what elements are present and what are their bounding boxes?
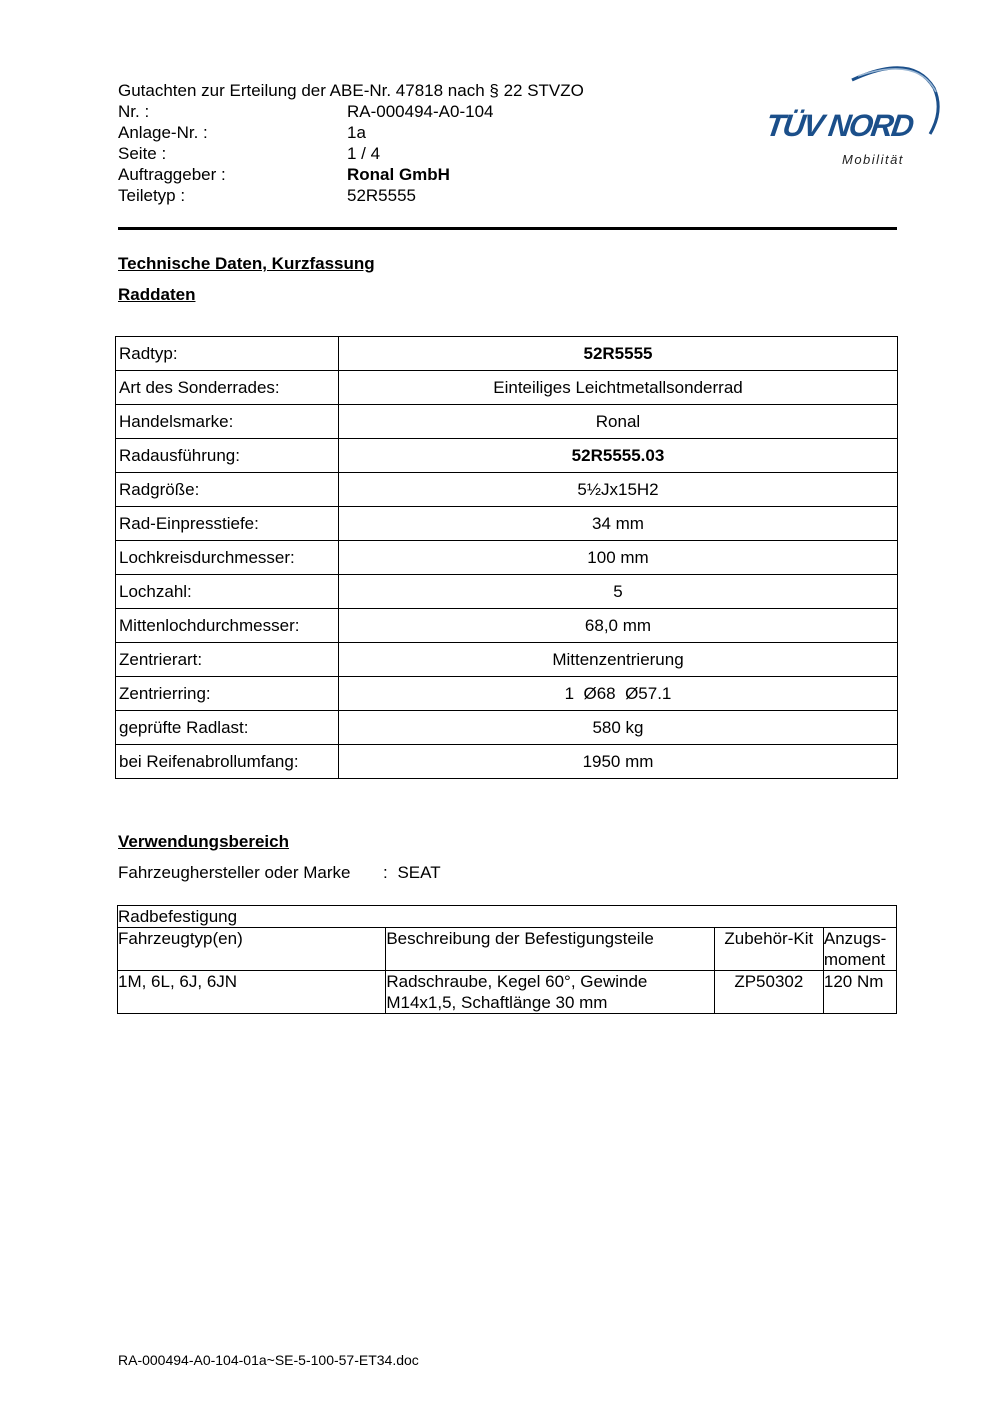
manufacturer-value: SEAT — [397, 863, 441, 882]
centering-ring-label: Zentrierring: — [116, 677, 339, 711]
number-value: RA-000494-A0-104 — [347, 102, 494, 121]
rolling-circumference-label: bei Reifenabrollumfang: — [116, 745, 339, 779]
attachment-label: Anlage-Nr. : — [118, 123, 208, 142]
wheel-type-value: 52R5555 — [339, 337, 898, 371]
table-row — [116, 473, 898, 507]
brand-value: Ronal — [339, 405, 898, 439]
table-row — [116, 575, 898, 609]
tech-data-heading: Technische Daten, Kurzfassung — [118, 254, 375, 273]
table-row — [116, 677, 898, 711]
logo-text: TÜV NORD — [763, 108, 915, 143]
table-row — [116, 439, 898, 473]
table-row — [116, 405, 898, 439]
kit-header: Zubehör-Kit — [714, 928, 823, 971]
attachment-value: 1a — [347, 123, 366, 142]
hole-count-value: 5 — [339, 575, 898, 609]
wheel-size-value: 5½Jx15H2 — [339, 473, 898, 507]
torque-cell: 120 Nm — [823, 971, 896, 1014]
description-header: Beschreibung der Befestigungsteile — [386, 928, 714, 971]
wheel-size-label: Radgröße: — [116, 473, 339, 507]
document-title: Gutachten zur Erteilung der ABE-Nr. 47818 nach § 22 STVZO — [118, 81, 584, 100]
table-row — [116, 643, 898, 677]
table-row — [118, 971, 897, 1014]
wheel-kind-value: Einteiliges Leichtmetallsonderrad — [339, 371, 898, 405]
header-divider — [118, 227, 897, 230]
wheel-type-label: Radtyp: — [116, 337, 339, 371]
rolling-circumference-value: 1950 mm — [339, 745, 898, 779]
number-label: Nr. : — [118, 102, 150, 121]
torque-header-line2: moment — [823, 950, 886, 969]
vehicle-types-header: Fahrzeugtyp(en) — [118, 928, 386, 971]
manufacturer-label: Fahrzeughersteller oder Marke — [118, 863, 351, 882]
pcd-label: Lochkreisdurchmesser: — [116, 541, 339, 575]
wheel-version-value: 52R5555.03 — [339, 439, 898, 473]
centering-ring-value: 1 Ø68 Ø57.1 — [339, 677, 898, 711]
table-row — [116, 745, 898, 779]
description-line1: Radschraube, Kegel 60°, Gewinde — [386, 972, 648, 991]
table-header-row — [118, 928, 897, 971]
table-row — [116, 371, 898, 405]
hole-count-label: Lochzahl: — [116, 575, 339, 609]
part-type-value: 52R5555 — [347, 186, 417, 205]
manufacturer-line — [118, 862, 441, 883]
wheel-version-label: Radausführung: — [116, 439, 339, 473]
centering-type-label: Zentrierart: — [116, 643, 339, 677]
manufacturer-entry — [383, 862, 441, 883]
client-label: Auftraggeber : — [118, 165, 226, 184]
center-bore-label: Mittenlochdurchmesser: — [116, 609, 339, 643]
kit-cell: ZP50302 — [714, 971, 823, 1014]
load-value: 580 kg — [339, 711, 898, 745]
vehicle-types-cell: 1M, 6L, 6J, 6JN — [118, 971, 386, 1014]
wheel-kind-label: Art des Sonderrades: — [116, 371, 339, 405]
fastening-title: Radbefestigung — [118, 906, 897, 928]
part-type-label: Teiletyp : — [118, 186, 186, 205]
description-line2: M14x1,5, Schaftlänge 30 mm — [386, 993, 608, 1012]
wheel-data-table — [115, 336, 898, 779]
page-label: Seite : — [118, 144, 167, 163]
manufacturer-separator: : — [383, 863, 388, 882]
offset-label: Rad-Einpresstiefe: — [116, 507, 339, 541]
table-row — [118, 906, 897, 928]
load-label: geprüfte Radlast: — [116, 711, 339, 745]
usage-heading: Verwendungsbereich — [118, 832, 289, 851]
fastening-table — [117, 905, 897, 1014]
page-value: 1 / 4 — [347, 144, 381, 163]
table-row — [116, 541, 898, 575]
pcd-value: 100 mm — [339, 541, 898, 575]
table-row — [116, 609, 898, 643]
wheel-data-heading: Raddaten — [118, 285, 196, 304]
center-bore-value: 68,0 mm — [339, 609, 898, 643]
table-row — [116, 711, 898, 745]
client-value: Ronal GmbH — [347, 165, 450, 184]
centering-type-value: Mittenzentrierung — [339, 643, 898, 677]
description-cell — [386, 971, 714, 1014]
table-row — [116, 507, 898, 541]
torque-header-line1: Anzugs- — [823, 929, 887, 948]
table-row — [116, 337, 898, 371]
offset-value: 34 mm — [339, 507, 898, 541]
footer-filename: RA-000494-A0-104-01a~SE-5-100-57-ET34.doc — [118, 1352, 419, 1368]
brand-label: Handelsmarke: — [116, 405, 339, 439]
torque-header — [823, 928, 896, 971]
logo-subtitle: Mobilität — [842, 152, 904, 167]
